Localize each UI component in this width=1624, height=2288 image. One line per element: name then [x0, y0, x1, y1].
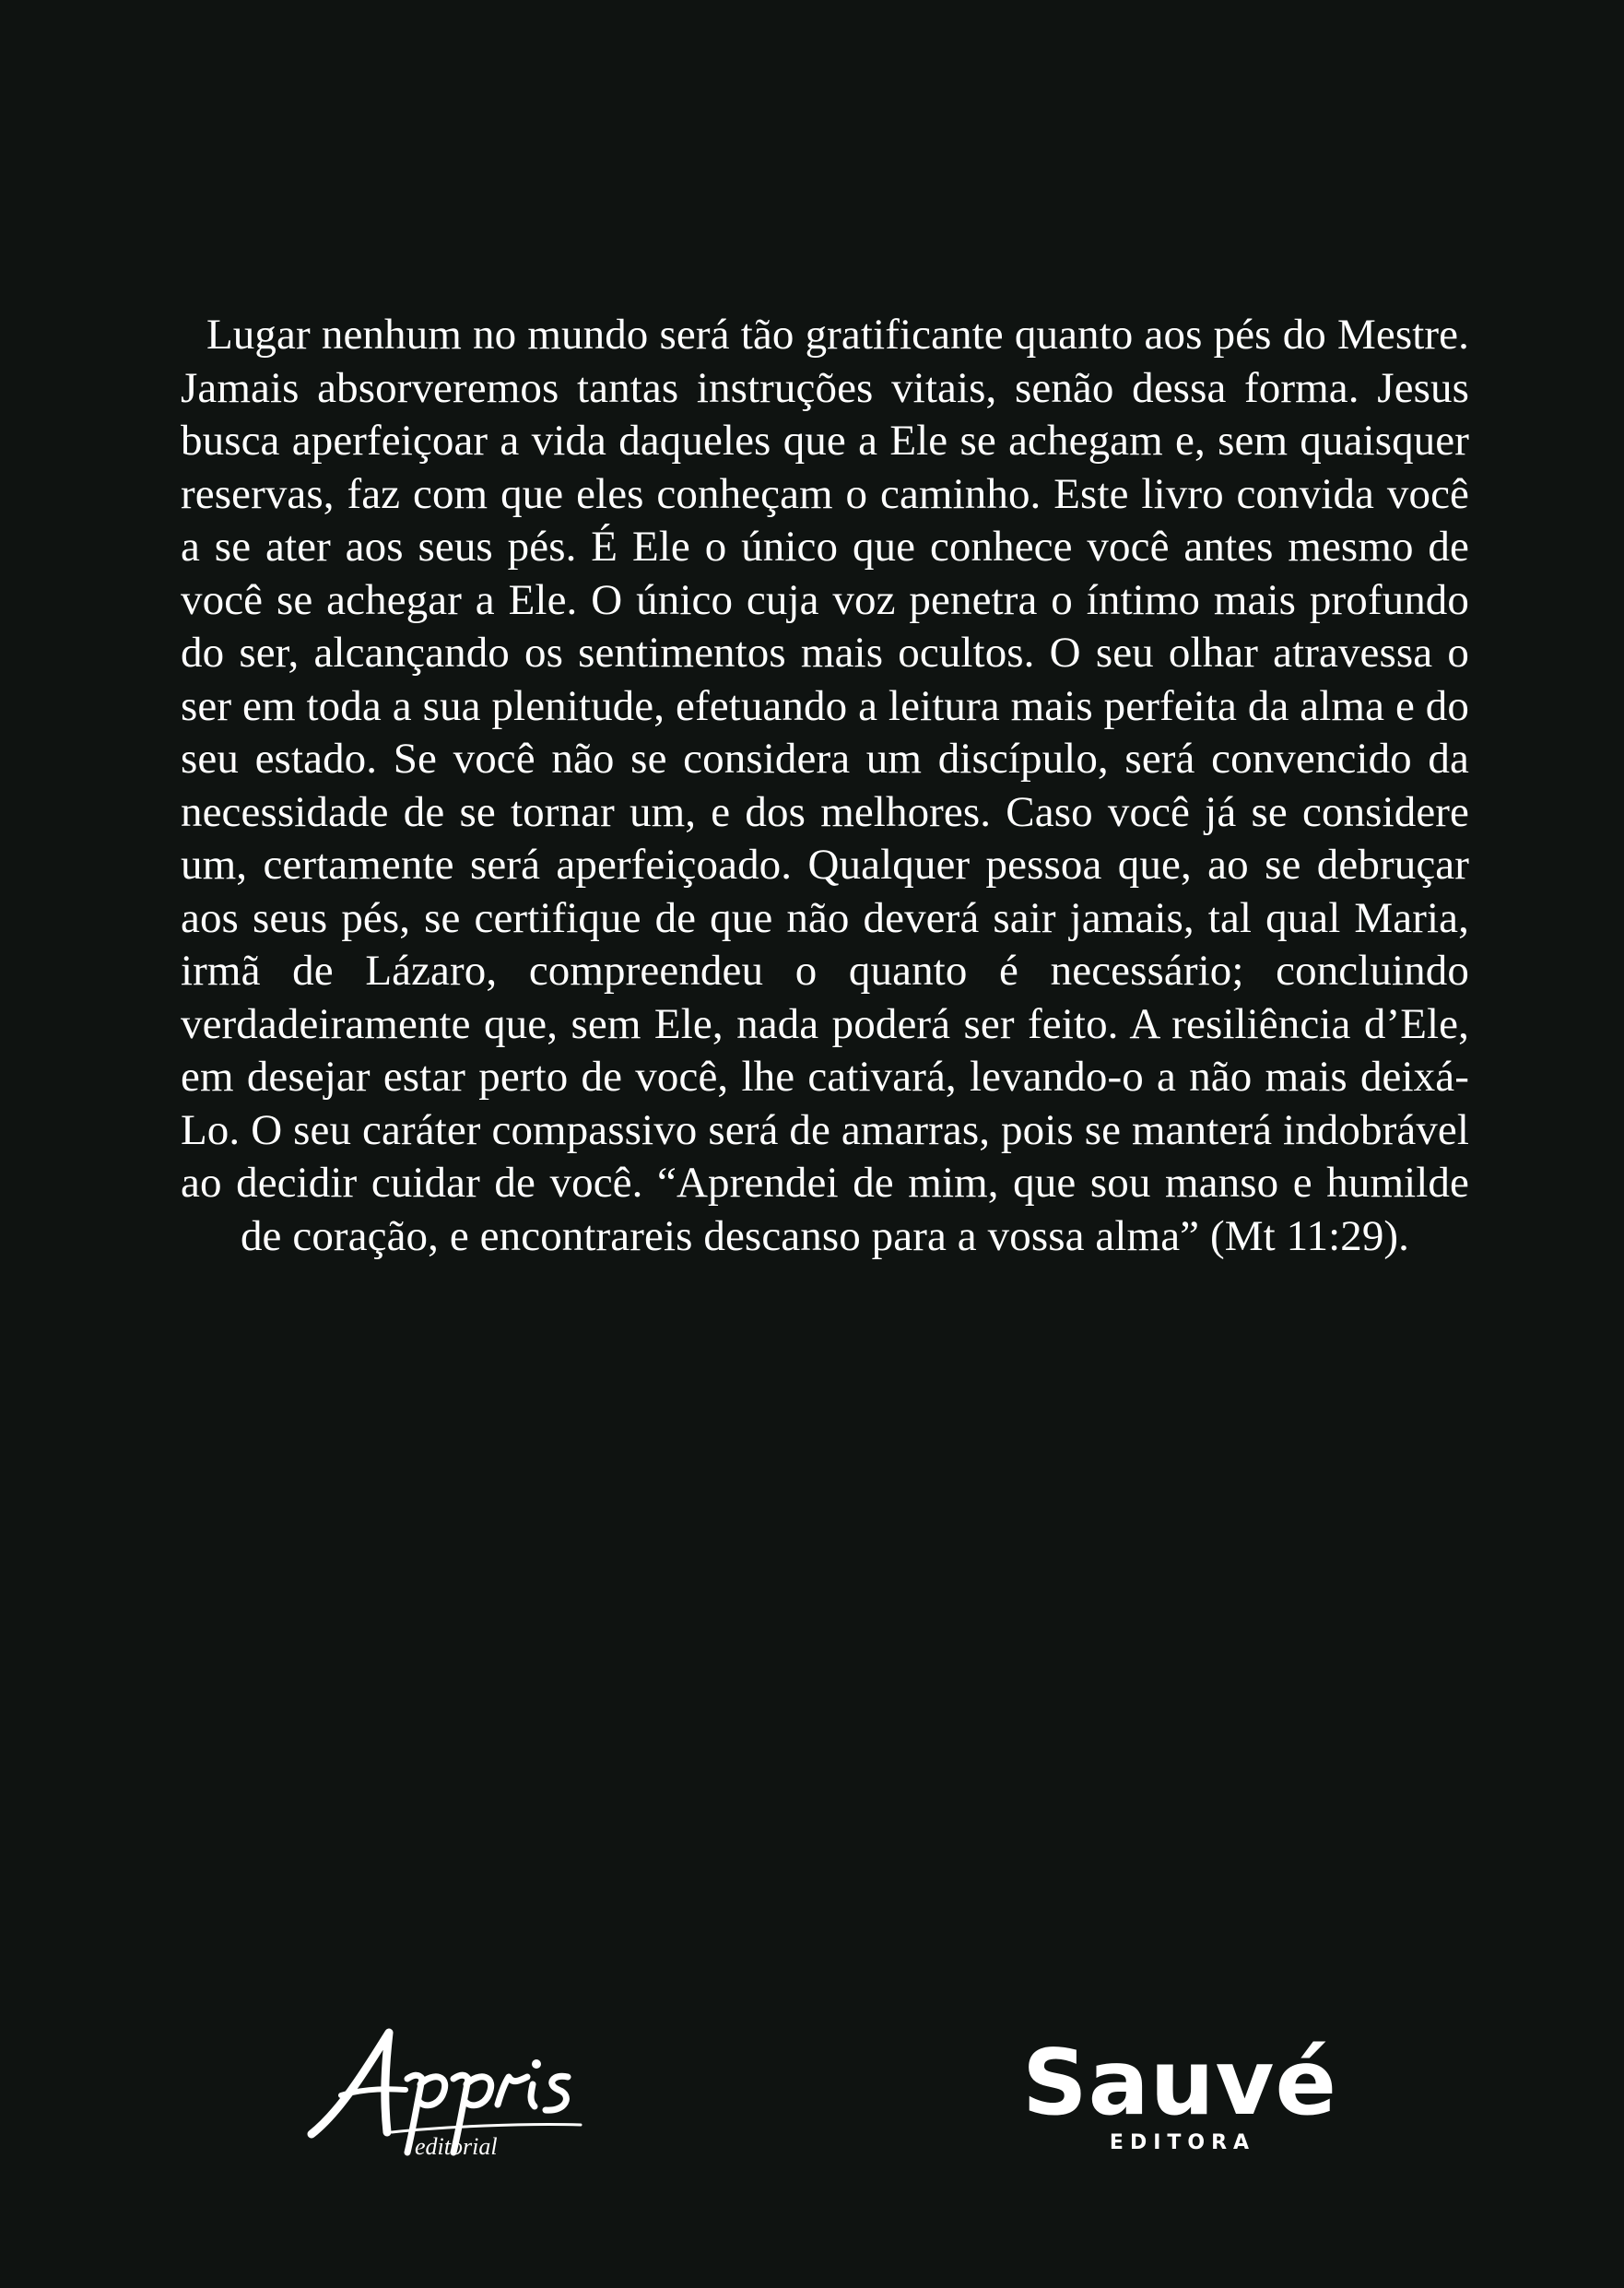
sauve-editora-logo — [1005, 2031, 1355, 2166]
sauve-wordmark: Sauvé — [1022, 2031, 1337, 2136]
sauve-sub-label: EDITORA — [1109, 2131, 1256, 2154]
appris-sub-label: editorial — [415, 2133, 498, 2160]
appris-editorial-logo — [304, 2023, 618, 2162]
back-cover-blurb: Lugar nenhum no mundo será tão gratificante quanto aos pés do Mestre. Jamais absorveremos tantas instruções vitais, senão dessa forma. Jesus busca aperfeiçoar a vida daqueles que a Ele se achegam e, sem quaisquer reservas, faz com que eles conheçam o caminho. Este livro convida você a se ater aos seus pés. É Ele o único que conhece você antes mesmo de você se achegar a Ele. O único cuja voz penetra o íntimo mais profundo do ser, alcançando os sentimentos mais ocultos. O seu olhar atravessa o ser em toda a sua plenitude, efetuando a leitura mais perfeita da alma e do seu estado. Se você não se considera um discípulo, será convencido da necessidade de se tornar um, e dos melhores. Caso você já se considere um, certamente será aperfeiçoado. Qualquer pessoa que, ao se debruçar aos seus pés, se certifique de que não deverá sair jamais, tal qual Maria, irmã de Lázaro, compreendeu o quanto é necessário; concluindo verdadeiramente que, sem Ele, nada poderá ser feito. A resiliência d’Ele, em desejar estar perto de você, lhe cativará, levando-o a não mais deixá-Lo. O seu caráter compassivo será de amarras, pois se manterá indobrável ao decidir cuidar de você. “Aprendei de mim, que sou manso e humilde de coração, e encontrareis descanso para a vossa alma” (Mt 11:29). — [181, 311, 1469, 1260]
